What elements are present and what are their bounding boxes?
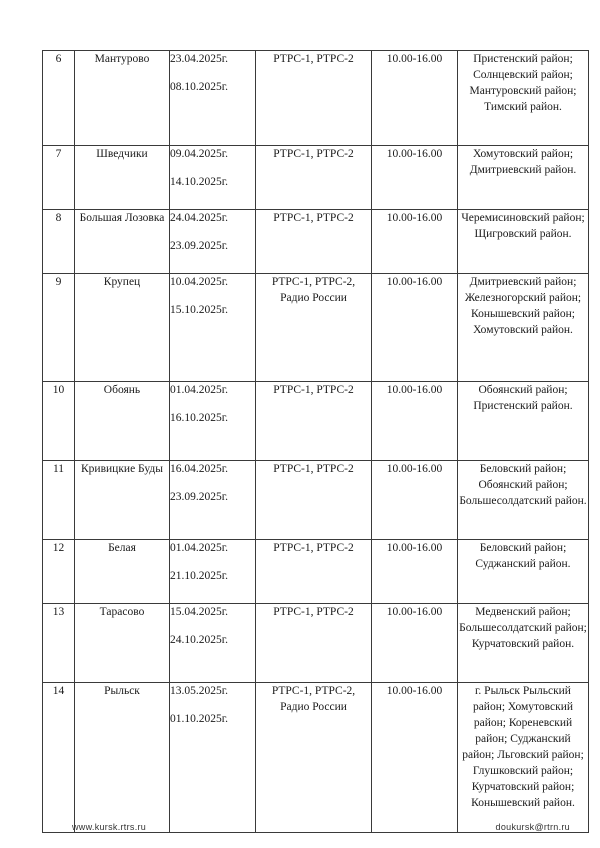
dates-cell [170, 540, 256, 604]
consultation-date: 14.10.2025г. [170, 176, 229, 188]
table-row [43, 210, 589, 274]
consultation-date: 15.10.2025г. [170, 304, 229, 316]
time-cell: 10.00-16.00 [372, 382, 458, 461]
channels-cell: РТРС-1, РТРС-2, Радио России [256, 683, 372, 833]
time-cell: 10.00-16.00 [372, 461, 458, 540]
table-row [43, 51, 589, 146]
table-row [43, 382, 589, 461]
location-name: Мантурово [75, 51, 170, 146]
schedule-table-body [43, 51, 589, 833]
table-row [43, 274, 589, 382]
location-name: Шведчики [75, 146, 170, 210]
time-cell: 10.00-16.00 [372, 683, 458, 833]
table-row [43, 461, 589, 540]
coverage-areas-cell: Дмитриевский район; Железногорский район; Конышевский район; Хомутовский район. [458, 274, 589, 382]
time-cell: 10.00-16.00 [372, 51, 458, 146]
consultation-date: 01.04.2025г. [170, 384, 229, 396]
consultation-date: 09.04.2025г. [170, 148, 229, 160]
channels-cell: РТРС-1, РТРС-2 [256, 146, 372, 210]
dates-cell [170, 461, 256, 540]
coverage-areas-cell: Хомутовский район; Дмитриевский район. [458, 146, 589, 210]
consultation-date: 23.09.2025г. [170, 491, 229, 503]
table-row [43, 604, 589, 683]
row-number: 14 [43, 683, 75, 833]
dates-cell [170, 51, 256, 146]
time-cell: 10.00-16.00 [372, 210, 458, 274]
coverage-areas-cell: Черемисиновский район; Щигровский район. [458, 210, 589, 274]
location-name: Кривицкие Буды [75, 461, 170, 540]
coverage-areas-cell: Пристенский район; Солнцевский район; Мантуровский район; Тимский район. [458, 51, 589, 146]
consultation-date: 01.04.2025г. [170, 542, 229, 554]
time-cell: 10.00-16.00 [372, 274, 458, 382]
row-number: 6 [43, 51, 75, 146]
location-name: Рыльск [75, 683, 170, 833]
dates-cell [170, 604, 256, 683]
coverage-areas-cell: Беловский район; Суджанский район. [458, 540, 589, 604]
row-number: 8 [43, 210, 75, 274]
consultation-date: 08.10.2025г. [170, 81, 229, 93]
dates-cell [170, 683, 256, 833]
location-name: Белая [75, 540, 170, 604]
table-row [43, 683, 589, 833]
dates-cell [170, 274, 256, 382]
consultation-date: 24.10.2025г. [170, 634, 229, 646]
time-cell: 10.00-16.00 [372, 604, 458, 683]
consultation-date: 01.10.2025г. [170, 713, 229, 725]
channels-cell: РТРС-1, РТРС-2, Радио России [256, 274, 372, 382]
consultation-date: 10.04.2025г. [170, 276, 229, 288]
channels-cell: РТРС-1, РТРС-2 [256, 51, 372, 146]
coverage-areas-cell: г. Рыльск Рыльский район; Хомутовский район; Кореневский район; Суджанский район; Льговский район; Глушковский район; Курчатовский район; Конышевский район. [458, 683, 589, 833]
consultation-date: 13.05.2025г. [170, 685, 229, 697]
row-number: 11 [43, 461, 75, 540]
consultation-date: 16.10.2025г. [170, 412, 229, 424]
consultation-date: 15.04.2025г. [170, 606, 229, 618]
footer-website: www.kursk.rtrs.ru [72, 822, 147, 832]
consultation-date: 24.04.2025г. [170, 212, 229, 224]
row-number: 7 [43, 146, 75, 210]
location-name: Тарасово [75, 604, 170, 683]
row-number: 13 [43, 604, 75, 683]
channels-cell: РТРС-1, РТРС-2 [256, 210, 372, 274]
dates-cell [170, 382, 256, 461]
table-row [43, 146, 589, 210]
consultation-date: 16.04.2025г. [170, 463, 229, 475]
dates-cell [170, 146, 256, 210]
location-name: Большая Лозовка [75, 210, 170, 274]
location-name: Обоянь [75, 382, 170, 461]
coverage-areas-cell: Беловский район; Обоянский район; Большесолдатский район. [458, 461, 589, 540]
table-row [43, 540, 589, 604]
consultation-date: 23.04.2025г. [170, 53, 229, 65]
channels-cell: РТРС-1, РТРС-2 [256, 540, 372, 604]
dates-cell [170, 210, 256, 274]
coverage-areas-cell: Медвенский район; Большесолдатский район; Курчатовский район. [458, 604, 589, 683]
time-cell: 10.00-16.00 [372, 540, 458, 604]
row-number: 10 [43, 382, 75, 461]
footer-email: doukursk@rtrn.ru [495, 822, 570, 832]
consultation-date: 21.10.2025г. [170, 570, 229, 582]
consultation-date: 23.09.2025г. [170, 240, 229, 252]
time-cell: 10.00-16.00 [372, 146, 458, 210]
channels-cell: РТРС-1, РТРС-2 [256, 604, 372, 683]
location-name: Крупец [75, 274, 170, 382]
row-number: 12 [43, 540, 75, 604]
channels-cell: РТРС-1, РТРС-2 [256, 461, 372, 540]
schedule-table [42, 50, 589, 833]
channels-cell: РТРС-1, РТРС-2 [256, 382, 372, 461]
row-number: 9 [43, 274, 75, 382]
coverage-areas-cell: Обоянский район; Пристенский район. [458, 382, 589, 461]
